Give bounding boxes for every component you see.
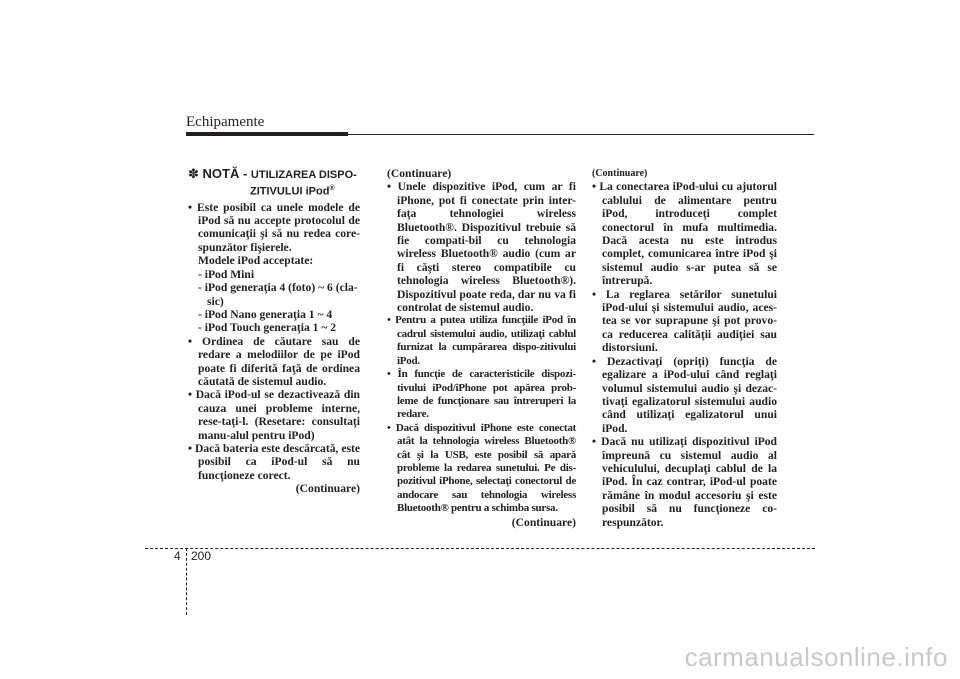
model-item: - iPod Nano generaţia 1 ~ 4 [198,307,333,321]
models-intro: Modele iPod acceptate: [198,254,314,268]
header-rule-dark [186,132,348,136]
bullet-4: • Dacă bateria este descărcată, este posibil ca iPod-ul să nu funcţioneze corect. [188,441,360,482]
continued-label: (Continuare) [511,515,576,529]
page-number: 200 [191,549,212,563]
note-title-line1: UTILIZAREA DISPO- [250,169,357,181]
continued-header: (Continuare) [592,168,648,179]
bullet-3: • Dezactivaţi (opriţi) funcţia de egalizare a iPod-ului când reglaţi volumul sistemului audio şi dezac-tivaţi egalizatorul sistemului audio când utilizaţi egalizatorul unui iPod. [592,354,777,435]
note-marker: ✽ NOTĂ - [188,166,248,181]
model-item: - iPod Mini [198,267,255,281]
bullet-2: • Pentru a putea utiliza funcţiile iPod în cadrul sistemului audio, utilizaţi cablul furnizat la cumpărarea dispo-zitivului iPod. [387,314,576,367]
header-rule [348,134,814,135]
bullet-2: • La reglarea setărilor sunetului iPod-ului şi sistemului audio, aces-tea se vor suprapune şi pot provo-ca reducerea calităţii audiţiei sau distorsiuni. [592,287,777,355]
column-3 [592,167,777,529]
continued-header: (Continuare) [387,167,452,180]
model-item: - iPod Touch generaţia 1 ~ 2 [198,321,337,335]
bullet-4: • Dacă nu utilizaţi dispozitivul iPod împreună cu sistemul audio al vehiculului, decuplaţi cablul de la iPod. În caz contrar, iPod-ul poate rămâne în modul accesoriu şi este posibil să nu funcţioneze co-respunzător. [592,435,777,529]
bullet-3: • În funcţie de caracteristicile dispozi-tivului iPod/iPhone pot apărea prob-leme de funcţionare sau întreruperi la redare. [387,368,576,421]
note-title-reg-mark: ® [329,185,335,192]
bullet-4: • Dacă dispozitivul iPhone este conectat atât la tehnologia wireless Bluetooth® cât şi la USB, este posibil să apară probleme la redarea sunetului. Pe dis-pozitivul iPhone, selectaţi conectorul de andocare sau tehnologia wireless Bluetooth® pentru a schimba sursa. [387,421,576,515]
column-1 [188,167,360,496]
watermark: carmanualsonline.info [684,642,948,672]
column-2 [387,167,576,529]
note-title [188,167,360,199]
bullet-1: • La conectarea iPod-ului cu ajutorul cablului de alimentare pentru iPod, introduceţi complet conectorul în mufa multimedia. Dacă acesta nu este introdus complet, comunicarea între iPod şi sistemul audio s-ar putea să se întrerupă. [592,180,777,288]
chapter-number: 4 [174,549,181,563]
model-item: - iPod generaţia 4 (foto) ~ 6 (cla-sic) [198,281,358,308]
bullet-3: • Dacă iPod-ul se dezactivează din cauza unei probleme interne, rese-taţi-l. (Resetare: consultaţi manu-alul pentru iPod) [188,388,360,442]
bullet-1: • Este posibil ca unele modele de iPod să nu accepte protocolul de comunicaţii şi să nu redea core-spunzător fişierele. [188,200,360,254]
note-title-line2-text: ZITIVULUI iPod [250,185,330,198]
bullet-2: • Ordinea de căutare sau de redare a melodiilor de pe iPod poate fi diferită faţă de ordinea căutată de sistemul audio. [188,334,360,388]
continued-label: (Continuare) [295,482,360,496]
section-title: Echipamente [186,114,265,130]
bullet-1: • Unele dispozitive iPod, cum ar fi iPhone, pot fi conectate prin inter-faţa tehnologiei wireless Bluetooth®. Dispozitivul trebuie să fie compati-bil cu tehnologia wireless Bluetooth® audio (cum ar fi căşti stereo compatibile cu tehnologia wireless Bluetooth®). Dispozitivul poate reda, dar nu va fi controlat de sistemul audio. [387,180,576,315]
note-title-line2 [188,182,360,199]
footer-vertical-rule [186,548,187,615]
footer-rule [145,548,815,549]
